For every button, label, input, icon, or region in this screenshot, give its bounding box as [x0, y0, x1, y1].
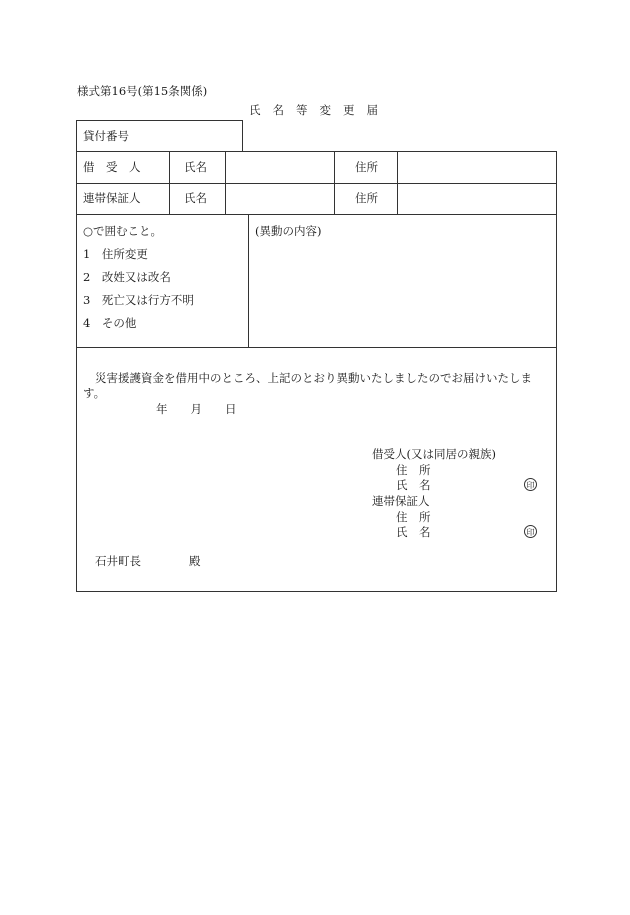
option-item: 4 その他	[83, 316, 137, 330]
borrower-address-label: 住所	[355, 160, 378, 174]
borrower-signature-address: 住 所	[396, 463, 431, 477]
form-id: 様式第16号(第15条関係)	[77, 84, 208, 98]
form-title: 氏名等変更届	[249, 103, 390, 117]
col-divider	[225, 152, 226, 214]
guarantor-label: 連帯保証人	[83, 191, 141, 205]
borrower-label: 借 受 人	[83, 160, 141, 174]
row-divider	[77, 214, 556, 215]
row-divider	[77, 347, 556, 348]
guarantor-signature-address: 住 所	[396, 510, 431, 524]
col-divider	[248, 214, 249, 347]
declaration-line-1: 災害援護資金を借用中のところ、上記のとおり異動いたしましたのでお届けいたしま	[95, 371, 532, 385]
addressee-honorific: 殿	[189, 554, 201, 568]
col-divider	[169, 152, 170, 214]
borrower-signature-heading: 借受人(又は同居の親族)	[372, 447, 496, 461]
col-divider	[397, 152, 398, 214]
declaration-line-2: す。	[83, 386, 106, 400]
guarantor-signature-heading: 連帯保証人	[372, 494, 430, 508]
addressee-mayor: 石井町長	[95, 554, 141, 568]
option-item: 3 死亡又は行方不明	[83, 293, 194, 307]
option-item: 1 住所変更	[83, 247, 148, 261]
declaration-date: 年 月 日	[156, 402, 237, 416]
guarantor-name-label: 氏名	[184, 191, 207, 205]
row-divider	[77, 183, 556, 184]
loan-number-label: 貸付番号	[83, 129, 129, 143]
loan-number-box	[76, 120, 243, 152]
borrower-seal-icon: 印	[524, 478, 537, 491]
borrower-signature-name: 氏 名	[396, 478, 431, 492]
options-instruction: ○で囲むこと。	[83, 224, 163, 238]
guarantor-seal-icon: 印	[524, 525, 537, 538]
guarantor-address-label: 住所	[355, 191, 378, 205]
col-divider	[334, 152, 335, 214]
guarantor-signature-name: 氏 名	[396, 525, 431, 539]
borrower-name-label: 氏名	[184, 160, 207, 174]
change-details-label: (異動の内容)	[255, 224, 322, 238]
form-table	[76, 151, 557, 592]
option-item: 2 改姓又は改名	[83, 270, 171, 284]
